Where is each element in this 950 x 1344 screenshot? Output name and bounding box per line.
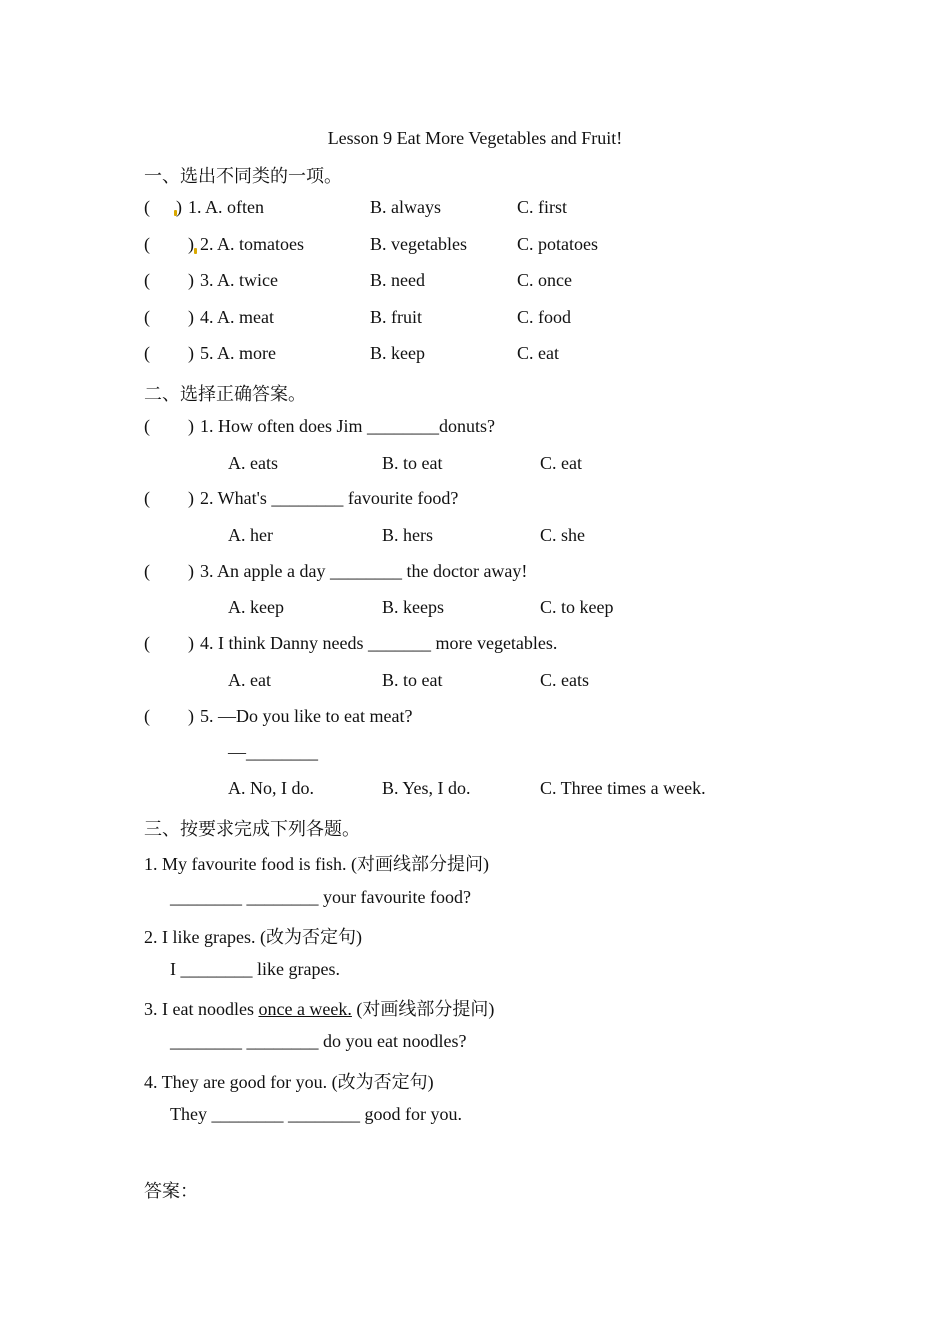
answer-paren[interactable]: ( bbox=[144, 488, 150, 508]
option-c: C. to keep bbox=[540, 597, 614, 617]
section2-heading: 二、选择正确答案。 bbox=[144, 384, 306, 404]
option-c: C. Three times a week. bbox=[540, 778, 706, 798]
answer-paren-close: ) bbox=[188, 270, 194, 290]
question-text: 2. I like grapes. (改为否定句) bbox=[144, 927, 362, 947]
question-text: 4. I think Danny needs _______ more vegetables. bbox=[200, 633, 558, 653]
answers-label: 答案： bbox=[144, 1181, 198, 1201]
option-b: B. to eat bbox=[382, 453, 443, 473]
paren-close: ) bbox=[188, 416, 194, 436]
paren-close: ) bbox=[188, 633, 194, 653]
paren-close: ) bbox=[188, 561, 194, 581]
option-c: C. first bbox=[517, 197, 568, 217]
answer-paren-open[interactable]: ( bbox=[144, 234, 150, 254]
answer-paren-close: ) bbox=[188, 307, 194, 327]
option-a: A. eats bbox=[228, 453, 278, 473]
underlined-phrase: once a week. bbox=[258, 999, 352, 1019]
option-a: A. keep bbox=[228, 597, 284, 617]
answer-paren-close: ) bbox=[188, 343, 194, 363]
question-text: 5. —Do you like to eat meat? bbox=[200, 706, 413, 726]
option-a: 4. A. meat bbox=[200, 307, 274, 327]
question-text: 3. An apple a day ________ the doctor away! bbox=[200, 561, 528, 581]
option-a: 1. A. often bbox=[188, 197, 264, 217]
option-c: C. food bbox=[517, 307, 571, 327]
answer-line[interactable]: I ________ like grapes. bbox=[170, 959, 340, 979]
answer-line[interactable]: ________ ________ your favourite food? bbox=[170, 887, 471, 907]
question-text: 4. They are good for you. (改为否定句) bbox=[144, 1072, 434, 1092]
option-a: A. eat bbox=[228, 670, 271, 690]
answer-paren-open[interactable]: ( bbox=[144, 343, 150, 363]
option-b: B. vegetables bbox=[370, 234, 467, 254]
section3-heading: 三、按要求完成下列各题。 bbox=[144, 819, 360, 839]
option-b: B. hers bbox=[382, 525, 433, 545]
option-c: C. eat bbox=[517, 343, 559, 363]
option-a: 5. A. more bbox=[200, 343, 276, 363]
question-text: 2. What's ________ favourite food? bbox=[200, 488, 459, 508]
answer-paren-open[interactable]: ( bbox=[144, 197, 150, 217]
option-c: C. she bbox=[540, 525, 585, 545]
answer-paren-open[interactable]: ( bbox=[144, 307, 150, 327]
option-c: C. eat bbox=[540, 453, 582, 473]
option-c: C. eats bbox=[540, 670, 589, 690]
option-a: A. her bbox=[228, 525, 273, 545]
answer-paren-close: ) bbox=[188, 234, 194, 254]
answer-paren[interactable]: ( bbox=[144, 416, 150, 436]
question-text: 1. How often does Jim ________donuts? bbox=[200, 416, 495, 436]
answer-paren[interactable]: ( bbox=[144, 633, 150, 653]
option-c: C. once bbox=[517, 270, 572, 290]
answer-paren[interactable]: ( bbox=[144, 706, 150, 726]
option-a: 2. A. tomatoes bbox=[200, 234, 304, 254]
option-c: C. potatoes bbox=[517, 234, 598, 254]
option-b: B. to eat bbox=[382, 670, 443, 690]
question-text: 1. My favourite food is fish. (对画线部分提问) bbox=[144, 854, 489, 874]
question-suffix: (对画线部分提问) bbox=[351, 999, 495, 1019]
section1-heading: 一、选出不同类的一项。 bbox=[144, 166, 342, 186]
option-b: B. need bbox=[370, 270, 425, 290]
question-prefix: 3. I eat noodles bbox=[144, 999, 259, 1019]
answer-paren-open[interactable]: ( bbox=[144, 270, 150, 290]
question-text bbox=[144, 995, 494, 1021]
option-b: B. fruit bbox=[370, 307, 422, 327]
option-a: A. No, I do. bbox=[228, 778, 314, 798]
highlight-mark bbox=[194, 248, 197, 254]
page-title: Lesson 9 Eat More Vegetables and Fruit! bbox=[327, 128, 623, 148]
option-b: B. Yes, I do. bbox=[382, 778, 471, 798]
option-a: 3. A. twice bbox=[200, 270, 278, 290]
option-b: B. keeps bbox=[382, 597, 444, 617]
paren-close: ) bbox=[188, 488, 194, 508]
answer-line[interactable]: They ________ ________ good for you. bbox=[170, 1104, 462, 1124]
reply-blank[interactable]: —________ bbox=[228, 742, 318, 762]
option-b: B. keep bbox=[370, 343, 425, 363]
paren-close: ) bbox=[188, 706, 194, 726]
answer-paren[interactable]: ( bbox=[144, 561, 150, 581]
answer-line[interactable]: ________ ________ do you eat noodles? bbox=[170, 1031, 467, 1051]
answer-paren-close: ) bbox=[176, 197, 182, 217]
option-b: B. always bbox=[370, 197, 441, 217]
